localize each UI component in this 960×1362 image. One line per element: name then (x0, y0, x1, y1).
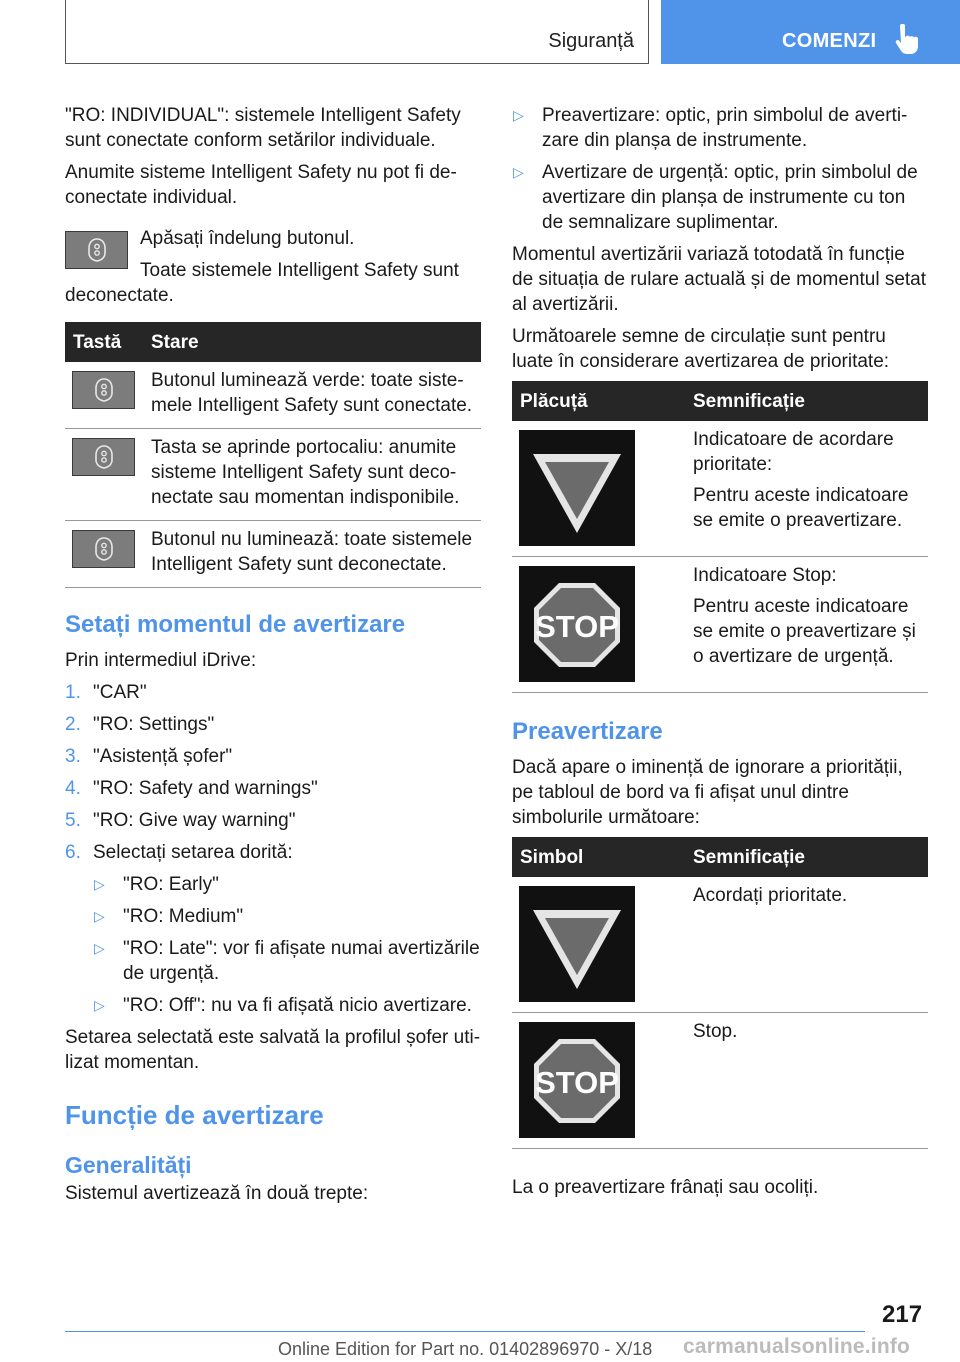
section-heading-set-warning: Setați momentul de avertizare (65, 611, 406, 638)
list-item: ▷ "RO: Late": vor fi afișate numai avertizările de urgență. (94, 938, 480, 984)
list-item: ▷ "RO: Off": nu va fi afișată nicio avertizare. (94, 995, 472, 1016)
list-item: ▷ "RO: Early" (94, 874, 219, 895)
warning-levels-list (512, 103, 928, 235)
intelligent-safety-button-icon (72, 371, 135, 409)
list-item: 3. "Asistență șofer" (65, 746, 233, 767)
meaning-text: Acordați prioritate. (693, 885, 848, 906)
meaning-title: Indicatoare de acordare prioritate: (693, 429, 894, 475)
signs-table (512, 381, 928, 693)
intelligent-safety-button-icon (72, 438, 135, 476)
triangle-bullet-icon: ▷ (94, 940, 105, 956)
button-instruction (65, 226, 481, 308)
table-row (512, 557, 928, 693)
table-header-symbol: Simbol (512, 837, 685, 877)
intelligent-safety-button-icon (65, 231, 128, 269)
footer-edition: Online Edition for Part no. 01402896970 - X/18 (278, 1339, 653, 1359)
svg-text:STOP: STOP (535, 1065, 619, 1100)
right-column (512, 103, 928, 1207)
individual-paragraph: "RO: INDIVIDUAL": sistemele Intelligent Safety sunt conectate conform setărilor individuale. (65, 105, 461, 151)
button-instruction-line1: Apăsați îndelung butonul. (140, 228, 355, 249)
triangle-bullet-icon: ▷ (94, 908, 105, 924)
steps-list (65, 680, 481, 865)
table-header-meaning: Semnificație (685, 381, 928, 421)
header-chapter-tab[interactable] (661, 0, 960, 64)
state-text: Tasta se aprinde portocaliu: anumite sisteme Intelligent Safety sunt deco-nectate sau momentan indisponibile. (143, 429, 481, 521)
triangle-bullet-icon: ▷ (94, 997, 105, 1013)
table-header-meaning: Semnificație (685, 837, 928, 877)
table-row (65, 429, 481, 521)
table-header-key: Tastă (65, 322, 143, 362)
list-item: ▷ Preavertizare: optic, prin simbolul de averti-zare din planșa de instrumente. (513, 105, 908, 151)
list-item: ▷ "RO: Medium" (94, 906, 244, 927)
list-item: 1. "CAR" (65, 682, 147, 703)
table-row (65, 521, 481, 588)
footer-divider (65, 1331, 865, 1332)
idrive-intro: Prin intermediul iDrive: (65, 650, 257, 671)
left-column (65, 103, 481, 1213)
watermark: carmanualsonline.info (683, 1335, 911, 1358)
signs-paragraph: Următoarele semne de circulație sunt pentru luate în considerare avertizarea de prioritate: (512, 326, 890, 372)
yield-sign-icon (519, 430, 635, 546)
table-row (512, 1013, 928, 1149)
individual-note: Anumite sisteme Intelligent Safety nu pot fi de-conectate individual. (65, 162, 457, 208)
symbols-table (512, 837, 928, 1149)
table-row (65, 362, 481, 429)
header-chapter-title: COMENZI (782, 30, 877, 52)
meaning-text: Pentru aceste indicatoare se emite o preavertizare și o avertizare de urgență. (693, 596, 916, 667)
options-list (93, 872, 481, 1018)
header-section-title: Siguranță (548, 30, 634, 52)
list-item: 5. "RO: Give way warning" (65, 810, 296, 831)
brake-advice: La o preavertizare frânați sau ocoliți. (512, 1177, 819, 1198)
table-header-sign: Plăcuță (512, 381, 685, 421)
yield-sign-icon (519, 886, 635, 1002)
subheading-general: Generalități (65, 1152, 192, 1178)
stop-sign-icon (519, 566, 635, 682)
button-instruction-line2: Toate sistemele Intelligent Safety sunt deconectate. (65, 260, 459, 306)
header-section-box (65, 0, 649, 64)
meaning-title: Indicatoare Stop: (693, 565, 837, 586)
list-item: 4. "RO: Safety and warnings" (65, 778, 318, 799)
list-item: ▷ Avertizare de urgență: optic, prin simbolul de avertizare din planșa de instrumente cu ton de semnalizare suplimentar. (513, 162, 918, 233)
meaning-text: Pentru aceste indicatoare se emite o preavertizare. (693, 485, 909, 531)
meaning-text: Stop. (693, 1021, 738, 1042)
list-item: 6. Selectați setarea dorită: (65, 842, 293, 863)
saved-note: Setarea selectată este salvată la profilul șofer uti-lizat momentan. (65, 1027, 481, 1073)
table-header-state: Stare (143, 322, 481, 362)
moment-paragraph: Momentul avertizării variază totodată în funcție de situația de rulare actuală și de momentul setat al avertizării. (512, 244, 927, 315)
table-row (512, 421, 928, 557)
section-heading-prewarning: Preavertizare (512, 718, 663, 745)
pointing-hand-icon (894, 24, 920, 56)
general-text: Sistemul avertizează în două trepte: (65, 1183, 369, 1204)
prewarning-text: Dacă apare o iminență de ignorare a priorității, pe tabloul de bord va fi afișat unul dintre simbolurile următoare: (512, 757, 903, 828)
triangle-bullet-icon: ▷ (513, 107, 524, 123)
state-text: Butonul nu luminează: toate sistemele Intelligent Safety sunt deconectate. (143, 521, 481, 588)
svg-text:STOP: STOP (535, 609, 619, 644)
triangle-bullet-icon: ▷ (94, 876, 105, 892)
button-state-table (65, 322, 481, 588)
triangle-bullet-icon: ▷ (513, 164, 524, 180)
state-text: Butonul luminează verde: toate siste-mele Intelligent Safety sunt conectate. (143, 362, 481, 429)
section-heading-warning-function: Funcție de avertizare (65, 1100, 324, 1130)
stop-sign-icon (519, 1022, 635, 1138)
intelligent-safety-button-icon (72, 530, 135, 568)
list-item: 2. "RO: Settings" (65, 714, 215, 735)
page-number: 217 (882, 1301, 923, 1328)
table-row (512, 877, 928, 1013)
